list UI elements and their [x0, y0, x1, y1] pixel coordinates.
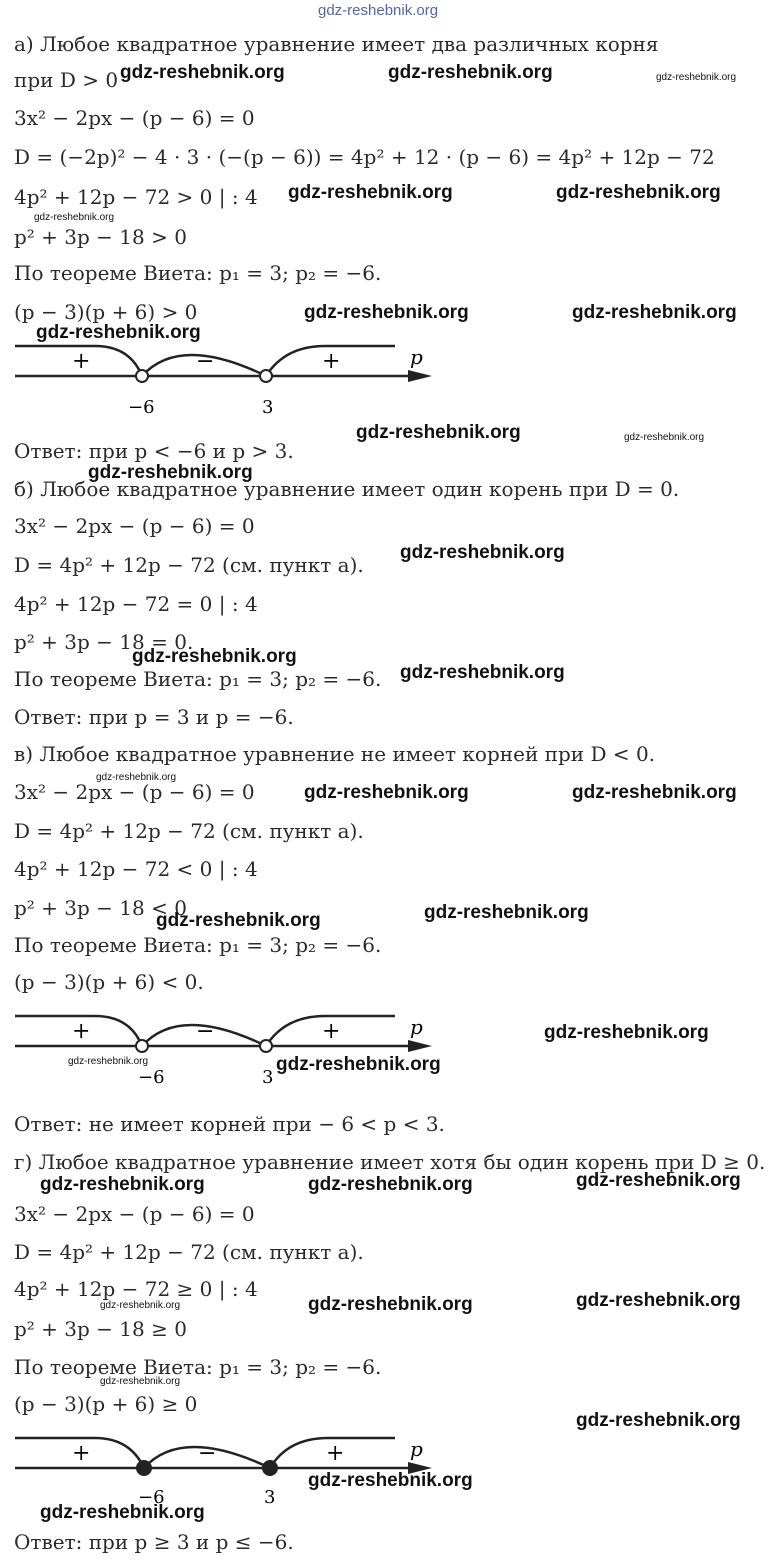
watermark-small: gdz-reshebnik.org — [100, 1376, 181, 1387]
sign-minus-middle: − — [196, 349, 215, 374]
part-b-heading: б) Любое квадратное уравнение имеет один корень при D = 0. — [14, 477, 680, 501]
point-minus-6 — [136, 370, 148, 382]
part-b-answer: Ответ: при p = 3 и p = −6. — [14, 705, 294, 729]
watermark: gdz-reshebnik.org — [400, 662, 565, 683]
part-g-discriminant: D = 4p² + 12p − 72 (см. пункт а). — [14, 1240, 364, 1264]
part-a-condition: при D > 0 — [14, 68, 119, 92]
watermark: gdz-reshebnik.org — [400, 542, 565, 563]
part-a-factored: (p − 3)(p + 6) > 0 — [14, 300, 198, 324]
point-3-filled — [263, 1461, 277, 1475]
part-a-vieta: По теореме Виета: p₁ = 3; p₂ = −6. — [14, 261, 382, 285]
label-minus-6: −6 — [138, 1067, 165, 1086]
watermark: gdz-reshebnik.org — [388, 62, 553, 83]
part-v-heading: в) Любое квадратное уравнение не имеет корней при D < 0. — [14, 742, 656, 766]
sign-minus-middle: − — [198, 1441, 217, 1466]
watermark: gdz-reshebnik.org — [36, 322, 201, 343]
part-v-equation: 3x² − 2px − (p − 6) = 0 — [14, 780, 255, 804]
part-v-inequality: 4p² + 12p − 72 < 0 | : 4 — [14, 857, 258, 881]
watermark: gdz-reshebnik.org — [304, 782, 469, 803]
point-minus-6-filled — [137, 1461, 151, 1475]
watermark-small: gdz-reshebnik.org — [656, 72, 737, 83]
part-b-discriminant: D = 4p² + 12p − 72 (см. пункт а). — [14, 553, 364, 577]
part-g-factored: (p − 3)(p + 6) ≥ 0 — [14, 1392, 198, 1416]
axis-variable: p — [410, 1437, 423, 1461]
part-g-inequality: 4p² + 12p − 72 ≥ 0 | : 4 — [14, 1277, 258, 1301]
watermark: gdz-reshebnik.org — [308, 1470, 473, 1491]
watermark: gdz-reshebnik.org — [276, 1054, 441, 1075]
watermark: gdz-reshebnik.org — [544, 1022, 709, 1043]
part-g-heading: г) Любое квадратное уравнение имеет хотя бы один корень при D ≥ 0. — [14, 1150, 766, 1174]
part-a-answer: Ответ: при p < −6 и p > 3. — [14, 439, 294, 463]
axis-variable: p — [410, 1015, 423, 1039]
axis-variable: p — [410, 345, 423, 369]
sign-plus-right: + — [322, 1019, 341, 1044]
point-3 — [260, 1040, 272, 1052]
watermark: gdz-reshebnik.org — [40, 1502, 205, 1523]
part-g-equation: 3x² − 2px − (p − 6) = 0 — [14, 1202, 255, 1226]
watermark: gdz-reshebnik.org — [88, 462, 253, 483]
watermark: gdz-reshebnik.org — [576, 1290, 741, 1311]
label-3: 3 — [262, 1067, 274, 1086]
sign-plus-left: + — [72, 349, 91, 374]
sign-plus-left: + — [72, 1019, 91, 1044]
label-3: 3 — [262, 397, 274, 416]
watermark-small: gdz-reshebnik.org — [68, 1056, 149, 1067]
part-a-equation: 3x² − 2px − (p − 6) = 0 — [14, 106, 255, 130]
watermark: gdz-reshebnik.org — [576, 1410, 741, 1431]
part-b-equality: 4p² + 12p − 72 = 0 | : 4 — [14, 592, 258, 616]
part-v-reduced: p² + 3p − 18 < 0 — [14, 896, 187, 920]
watermark-small: gdz-reshebnik.org — [34, 212, 115, 223]
watermark: gdz-reshebnik.org — [40, 1174, 205, 1195]
label-3: 3 — [264, 1487, 276, 1508]
watermark: gdz-reshebnik.org — [304, 302, 469, 323]
number-line-a — [0, 336, 460, 416]
part-b-equation: 3x² − 2px − (p − 6) = 0 — [14, 514, 255, 538]
watermark: gdz-reshebnik.org — [556, 182, 721, 203]
sign-plus-left: + — [72, 1441, 91, 1466]
part-g-reduced: p² + 3p − 18 ≥ 0 — [14, 1317, 187, 1341]
watermark-top: gdz-reshebnik.org — [318, 2, 439, 19]
watermark-small: gdz-reshebnik.org — [100, 1300, 181, 1311]
watermark: gdz-reshebnik.org — [356, 422, 521, 443]
sign-minus-middle: − — [196, 1019, 215, 1044]
watermark: gdz-reshebnik.org — [424, 902, 589, 923]
point-3 — [260, 370, 272, 382]
part-g-vieta: По теореме Виета: p₁ = 3; p₂ = −6. — [14, 1355, 382, 1379]
watermark: gdz-reshebnik.org — [308, 1174, 473, 1195]
part-v-factored: (p − 3)(p + 6) < 0. — [14, 970, 204, 994]
part-v-answer: Ответ: не имеет корней при − 6 < p < 3. — [14, 1112, 445, 1136]
part-a-heading: а) Любое квадратное уравнение имеет два различных корня — [14, 32, 659, 56]
point-minus-6 — [136, 1040, 148, 1052]
number-line-g — [0, 1428, 460, 1508]
watermark: gdz-reshebnik.org — [132, 646, 297, 667]
watermark: gdz-reshebnik.org — [308, 1294, 473, 1315]
watermark: gdz-reshebnik.org — [572, 302, 737, 323]
label-minus-6: −6 — [128, 397, 155, 416]
watermark-small: gdz-reshebnik.org — [96, 772, 177, 783]
watermark: gdz-reshebnik.org — [120, 62, 285, 83]
part-a-inequality: 4p² + 12p − 72 > 0 | : 4 — [14, 185, 258, 209]
sign-plus-right: + — [322, 349, 341, 374]
watermark: gdz-reshebnik.org — [156, 910, 321, 931]
label-minus-6: −6 — [138, 1487, 165, 1508]
part-a-discriminant: D = (−2p)² − 4 · 3 · (−(p − 6)) = 4p² + 12 · (p − 6) = 4p² + 12p − 72 — [14, 145, 715, 169]
watermark: gdz-reshebnik.org — [572, 782, 737, 803]
part-v-discriminant: D = 4p² + 12p − 72 (см. пункт а). — [14, 819, 364, 843]
watermark: gdz-reshebnik.org — [576, 1170, 741, 1191]
watermark-small: gdz-reshebnik.org — [624, 432, 705, 443]
part-b-reduced: p² + 3p − 18 = 0. — [14, 630, 194, 654]
watermark: gdz-reshebnik.org — [288, 182, 453, 203]
part-v-vieta: По теореме Виета: p₁ = 3; p₂ = −6. — [14, 933, 382, 957]
part-a-reduced: p² + 3p − 18 > 0 — [14, 225, 187, 249]
sign-plus-right: + — [326, 1441, 345, 1466]
part-g-answer: Ответ: при p ≥ 3 и p ≤ −6. — [14, 1530, 294, 1554]
part-b-vieta: По теореме Виета: p₁ = 3; p₂ = −6. — [14, 667, 382, 691]
